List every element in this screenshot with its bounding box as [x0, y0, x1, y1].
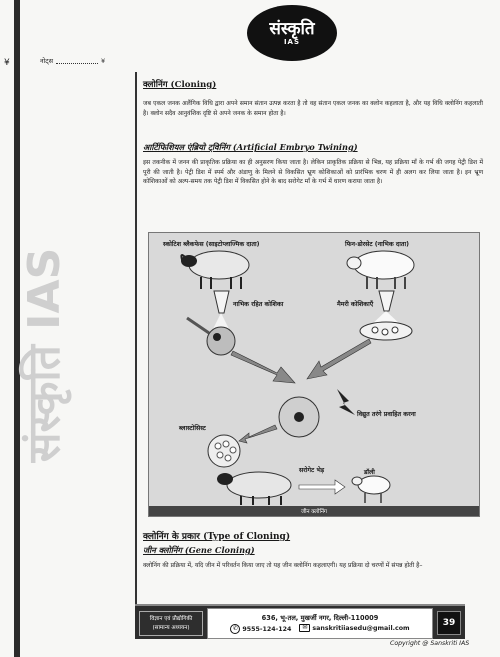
margin-divider: [135, 72, 137, 604]
footer-contact-row: [208, 624, 432, 634]
dolly-cloning-figure: [148, 232, 480, 517]
section-twinning-heading: [143, 142, 483, 153]
finn-dorset-sheep-illustration: [347, 251, 414, 289]
fused-cell-illustration: [279, 389, 355, 437]
notes-label: नोट्स: [40, 57, 53, 65]
notes-field: [40, 56, 105, 65]
section-gene-body: [143, 561, 483, 571]
enucleated-cell-illustration: [187, 291, 235, 355]
heading-cloning-types: क्लोनिंग के प्रकार (Type of Cloning): [143, 532, 291, 542]
copyright-notice: Copyright @ Sanskriti IAS: [390, 640, 470, 647]
footer-email-group: [299, 624, 409, 634]
blastocyst-illustration: [208, 425, 277, 467]
side-watermark: [0, 190, 124, 520]
label-surrogate-sheep: सरोगेट भेड़: [299, 467, 325, 474]
figure-caption: जीन क्लोनिंग: [149, 506, 479, 516]
label-mammary-cells: मैमरी कोशिकाएँ: [337, 301, 374, 308]
page-mark-left: ¥: [4, 58, 10, 68]
footer-phone-group: [230, 624, 291, 634]
paragraph-twinning: इस तकनीक में जनन की प्राकृतिक प्रक्रिया का ही अनुसरण किया जाता है। लेकिन प्राकृतिक प्रक्रिया से भिन्न, यह प्रक्रिया माँ के गर्भ की जगह पेट्री डिश में पूरी की जाती है। पेट्री डिश में स्पर्म और अंडाणु के मिलने से विकसित भ्रूण कोशिकाओं को प्रारंभिक चरण में ही अलग कर लिया जाता है। इन भ्रूण कोशिकाओं को अल्प-समय तक पेट्री डिश में विकसित होने के बाद सरोगेट माँ के गर्भ में धारण कराया जाता है।: [143, 159, 483, 186]
footer-contact-box: [207, 608, 433, 639]
dolly-sheep-illustration: [352, 476, 390, 503]
paragraph-cloning: जब एकल जनक अलैंगिक विधि द्वारा अपने समान संतान उत्पन्न करता है तो वह संतान एकल जनक का क्लोन कहलाता है, और यह विधि क्लोनिंग कहलाती है। क्लोन सदैव आनुवंशिक दृष्टि से अपने जनक के समान होता है।: [143, 100, 483, 117]
footer-subject-line2: (सामान्य अध्ययन): [152, 624, 190, 631]
label-scottish-donor: स्कोटिश ब्लैकफेस (साइटोप्लाज्मिक दाता): [163, 241, 260, 248]
page-footer: [135, 604, 465, 639]
notes-mark: ¥: [100, 56, 106, 65]
heading-twinning: आर्टिफिशियल एंब्रियो ट्विनिंग (Artificial Embryo Twining): [143, 142, 358, 152]
label-electric-current: विद्युत तरंगे प्रवाहित करना: [357, 411, 416, 418]
section-types-heading: [143, 529, 483, 542]
section-cloning-body: [143, 99, 483, 118]
paragraph-gene-cloning: क्लोनिंग की प्रक्रिया में, यदि जीन में परिवर्तन किया जाए तो यह जीन क्लोनिंग कहलाएगी। यह प्रक्रिया दो चरणों में संपन्न होती है–: [143, 562, 423, 569]
section-twinning-body: [143, 158, 483, 187]
surrogate-sheep-illustration: [217, 472, 345, 505]
phone-icon: ✆: [230, 624, 240, 634]
page-number: 39: [437, 611, 461, 635]
footer-subject-box: [139, 611, 203, 636]
footer-address: 636, भू-तल, मुखर्जी नगर, दिल्ली-110009: [261, 614, 379, 622]
label-enucleated-cell: नाभिक रहित कोशिका: [233, 301, 284, 308]
section-cloning-heading: [143, 78, 483, 90]
label-blastocyst: ब्लास्टोसिस्ट: [179, 425, 206, 432]
footer-phone: 9555-124-124: [242, 626, 292, 633]
section-gene-heading: [143, 545, 483, 556]
heading-gene-cloning: जीन क्लोनिंग (Gene Cloning): [143, 545, 255, 555]
fusion-arrows: [231, 339, 371, 383]
logo-sub-text: IAS: [283, 38, 301, 46]
mail-icon: ✉: [299, 624, 310, 632]
scottish-sheep-illustration: [181, 251, 249, 289]
footer-email: sanskritiiasedu@gmail.com: [312, 625, 410, 632]
label-finn-donor: फिन-डोरसेट (नाभिक दाता): [345, 241, 409, 248]
watermark-text: संस्कृति IAS: [19, 247, 70, 463]
label-dolly: डॉली: [364, 469, 375, 476]
notes-dotted-line: [56, 57, 98, 64]
footer-subject-line1: विज्ञान एवं प्रौद्योगिकी: [149, 615, 193, 622]
logo-main-text: संस्कृति: [269, 19, 315, 39]
sanskriti-logo: [247, 5, 337, 61]
heading-cloning: क्लोनिंग (Cloning): [143, 80, 217, 90]
